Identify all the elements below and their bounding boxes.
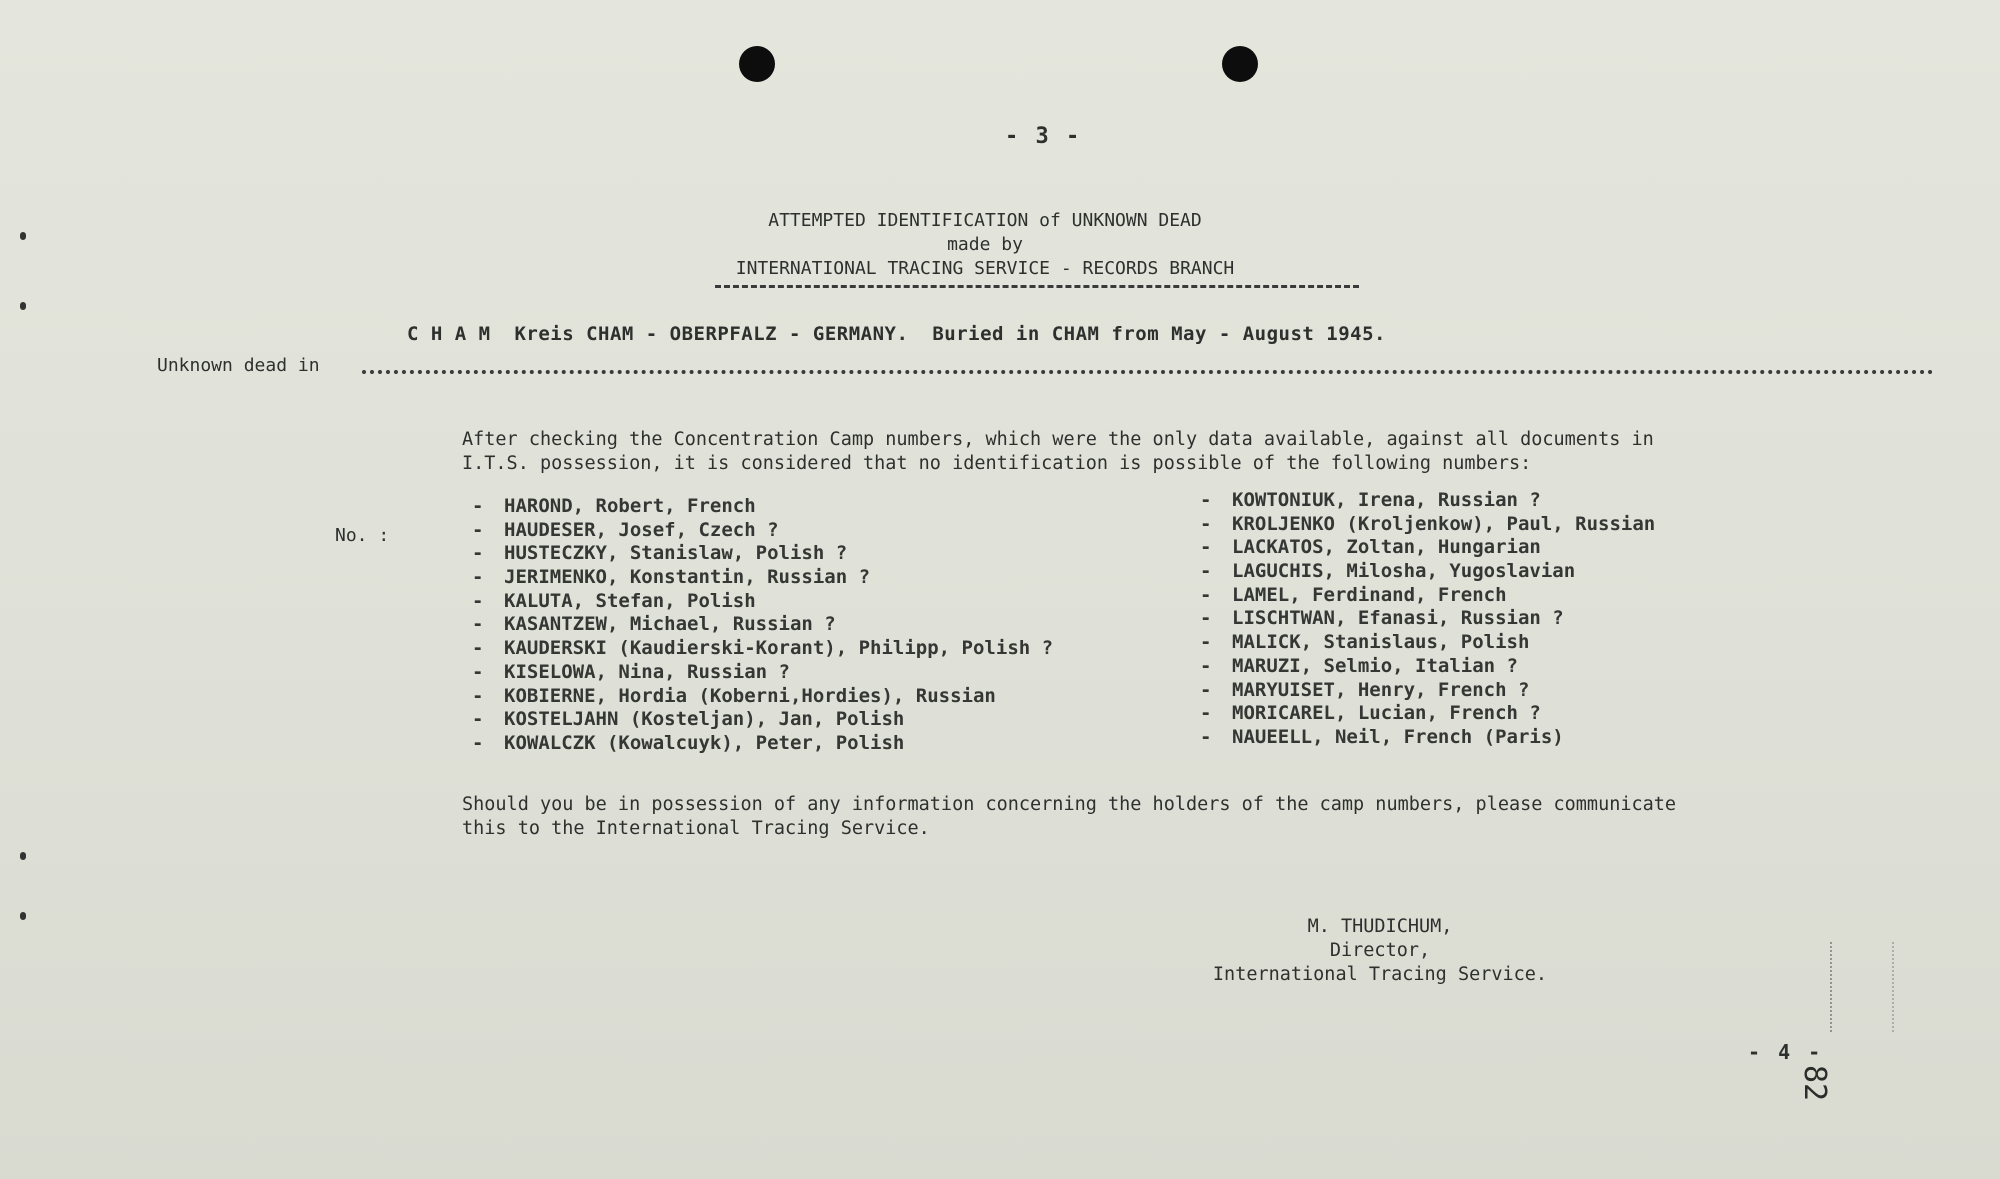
title-underline [715,285,1359,288]
list-item: - JERIMENKO, Konstantin, Russian ? [472,566,871,589]
list-bullet: - [1200,702,1212,725]
punch-hole-left [739,46,775,82]
list-item: - KISELOWA, Nina, Russian ? [472,660,790,683]
list-item: - KROLJENKO (Kroljenkow), Paul, Russian [1200,512,1656,535]
list-item: - KALUTA, Stefan, Polish [472,589,756,612]
list-bullet: - [472,731,484,754]
list-item: - MORICAREL, Lucian, French ? [1200,702,1541,725]
names-list-right [1200,489,1655,750]
list-item: - MALICK, Stanislaus, Polish [1200,631,1530,654]
list-bullet: - [472,660,484,683]
intro-paragraph: After checking the Concentration Camp numbers, which were the only data available, against all documents in I.T.S. possession, it is considered that no identification is possible of the following numbers: [462,429,1654,474]
page-number: - 3 - [1005,124,1082,149]
names-list-left [472,495,1053,756]
list-item: - LAGUCHIS, Milosha, Yugoslavian [1200,560,1576,583]
edge-mark [20,912,26,920]
list-item: - KAUDERSKI (Kaudierski-Korant), Philipp, Polish ? [472,637,1054,660]
list-item: - HUSTECZKY, Stanislaw, Polish ? [472,542,848,565]
next-page-number: - 4 - [1748,1040,1824,1064]
list-bullet: - [1200,631,1212,654]
list-bullet: - [1200,678,1212,701]
list-item: - LACKATOS, Zoltan, Hungarian [1200,536,1541,559]
list-bullet: - [472,589,484,612]
title-line-2: made by [947,234,1023,255]
list-bullet: - [472,637,484,660]
list-item: - HAUDESER, Josef, Czech ? [472,518,779,541]
list-item: - KOSTELJAHN (Kosteljan), Jan, Polish [472,708,905,731]
list-bullet: - [1200,560,1212,583]
list-item: - MARYUISET, Henry, French ? [1200,678,1530,701]
signature-name: M. THUDICHUM, [1307,916,1453,937]
list-item: - KOWALCZK (Kowalcuyk), Peter, Polish [472,731,905,754]
list-bullet: - [1200,489,1212,511]
title-line-1: ATTEMPTED IDENTIFICATION of UNKNOWN DEAD [768,210,1202,231]
list-bullet: - [472,495,484,517]
list-bullet: - [1200,512,1212,535]
list-item: - NAUEELL, Neil, French (Paris) [1200,725,1564,748]
title-line-3: INTERNATIONAL TRACING SERVICE - RECORDS BRANCH [735,258,1235,279]
list-bullet: - [472,566,484,589]
list-item: - KOBIERNE, Hordia (Koberni,Hordies), Russian [472,684,996,707]
list-bullet: - [472,708,484,731]
dotted-fill-line [362,370,1934,374]
punch-hole-right [1222,46,1258,82]
margin-tick-marks [1830,942,1894,1032]
number-label: No. : [335,525,390,546]
list-item: - KASANTZEW, Michael, Russian ? [472,613,836,636]
list-item: - LISCHTWAN, Efanasi, Russian ? [1200,607,1564,630]
edge-mark [20,852,26,860]
list-bullet: - [1200,536,1212,559]
closing-paragraph: Should you be in possession of any information concerning the holders of the camp numbers, please communicate this to the International Tracing Service. [462,794,1677,839]
unknown-dead-label: Unknown dead in [157,355,320,376]
list-item: - LAMEL, Ferdinand, French [1200,583,1507,606]
archive-stamp-number: 82 [1797,1065,1832,1102]
list-item: - KOWTONIUK, Irena, Russian ? [1200,489,1541,511]
list-bullet: - [472,542,484,565]
edge-mark [20,302,26,310]
list-bullet: - [1200,607,1212,630]
list-bullet: - [472,518,484,541]
list-bullet: - [1200,583,1212,606]
signature-title: Director, [1329,940,1431,961]
signature-org: International Tracing Service. [1212,964,1548,985]
list-bullet: - [472,684,484,707]
burial-place: C H A M Kreis CHAM - OBERPFALZ - GERMANY. Buried in CHAM from May - August 1945. [407,323,1386,345]
list-bullet: - [1200,654,1212,677]
list-item: - HAROND, Robert, French [472,495,756,517]
list-bullet: - [1200,725,1212,748]
list-bullet: - [472,613,484,636]
list-item: - MARUZI, Selmio, Italian ? [1200,654,1518,677]
